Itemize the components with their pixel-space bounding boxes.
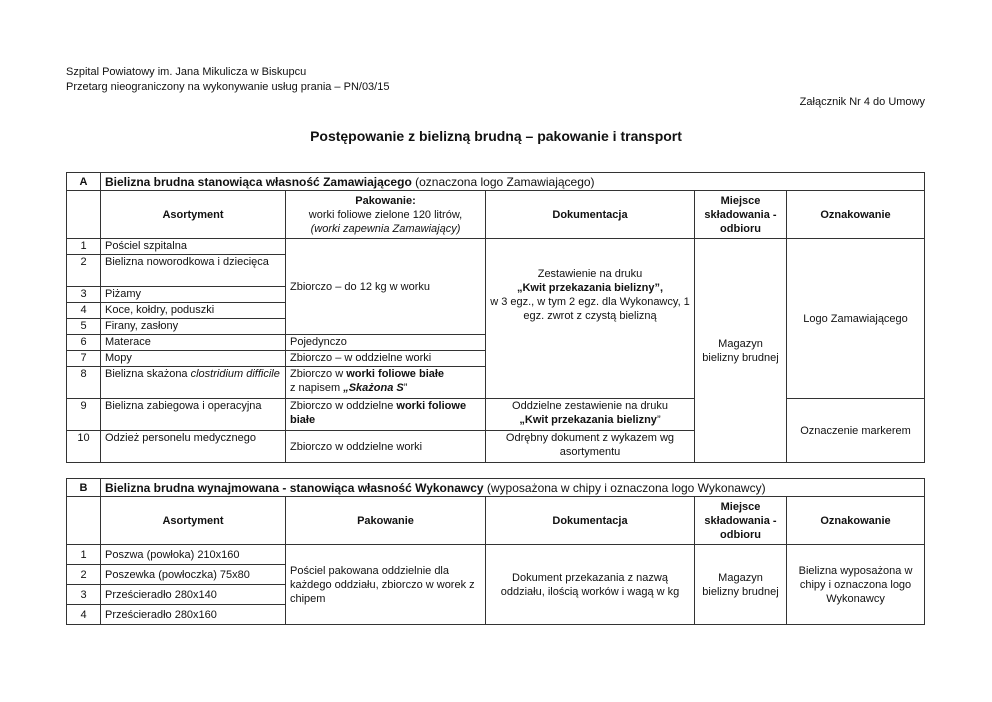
pak8-b: worki foliowe białe [346,368,445,380]
row-item: Bielizna noworodkowa i dziecięca [101,255,286,287]
row-number: 3 [67,585,101,605]
pakowanie-b: Pościel pakowana oddzielnie dla każdego oddziału, zbiorczo w worek z chipem [286,545,486,625]
row-number: 9 [67,399,101,431]
pak8-d: „Skażona S [343,382,404,394]
row-item [101,367,286,399]
header-dokumentacja: Dokumentacja [486,191,695,239]
tender-reference: Przetarg nieograniczony na wykonywanie usług prania – PN/03/15 [66,81,390,93]
dokumentacja-main [486,239,695,399]
miejsce-skladowania: Magazyn bielizny brudnej [695,239,787,463]
header-oznakowanie: Oznakowanie [787,191,925,239]
header-pakowanie-note: (worki zapewnia Zamawiający) [310,222,461,235]
header-asortyment: Asortyment [101,191,286,239]
row-number: 10 [67,431,101,463]
section-b-title-bold: Bielizna brudna wynajmowana - stanowiąca własność Wykonawcy [105,480,484,495]
pakowanie-row8 [286,367,486,399]
row-item: Materace [101,335,286,351]
pak8-c: z napisem [290,382,344,394]
row-number: 4 [67,605,101,625]
row-item-italic: clostridium difficile [190,368,280,380]
pak8-a: Zbiorczo w [290,368,347,380]
row-number: 8 [67,367,101,399]
dok-main-line2: „Kwit przekazania bielizny”, [516,282,664,294]
section-a-letter: A [67,173,101,191]
header-miejsce: Miejsce składowania - odbioru [695,191,787,239]
pakowanie-group: Zbiorczo – do 12 kg w worku [286,239,486,335]
section-b-letter: B [67,479,101,497]
section-a-title [101,173,925,191]
row-item: Piżamy [101,287,286,303]
row-item-plain: Bielizna skażona [105,368,191,380]
table-row [67,239,925,255]
row-number: 2 [67,255,101,287]
section-b-title [101,479,925,497]
document-header [66,65,389,95]
row-item: Poszwa (powłoka) 210x160 [101,545,286,565]
page-title: Postępowanie z bielizną brudną – pakowanie i transport [310,128,682,144]
header-asortyment: Asortyment [101,497,286,545]
dokumentacja-row9 [486,399,695,431]
header-number-cell [67,497,101,545]
row-number: 1 [67,239,101,255]
oznakowanie-marker: Oznaczenie markerem [787,399,925,463]
row-item: Prześcieradło 280x160 [101,605,286,625]
oznakowanie-logo: Logo Zamawiającego [787,239,925,399]
section-a-title-rest: (oznaczona logo Zamawiającego) [411,174,595,189]
section-a-table [66,172,925,463]
dokumentacja-b: Dokument przekazania z nazwą oddziału, ilością worków i wagą w kg [486,545,695,625]
table-row [67,399,925,431]
hospital-name: Szpital Powiatowy im. Jana Mikulicza w Biskupcu [66,66,307,78]
pakowanie-row10: Zbiorczo w oddzielne worki [286,431,486,463]
section-b-table [66,478,925,625]
header-number-cell [67,191,101,239]
dok9-line1: Oddzielne zestawienie na druku [512,400,668,412]
row-number: 5 [67,319,101,335]
header-pakowanie: Pakowanie [286,497,486,545]
row-item: Mopy [101,351,286,367]
row-number: 3 [67,287,101,303]
miejsce-b: Magazyn bielizny brudnej [695,545,787,625]
pakowanie-row6: Pojedynczo [286,335,486,351]
row-item: Pościel szpitalna [101,239,286,255]
pakowanie-row9 [286,399,486,431]
pak9-b: worki foliowe białe [290,400,467,426]
row-item: Prześcieradło 280x140 [101,585,286,605]
pak9-a: Zbiorczo w oddzielne [290,400,397,412]
row-number: 7 [67,351,101,367]
dok9-line2: „Kwit przekazania bielizny [519,414,657,426]
header-miejsce: Miejsce składowania - odbioru [695,497,787,545]
header-dokumentacja: Dokumentacja [486,497,695,545]
row-number: 1 [67,545,101,565]
row-item: Firany, zasłony [101,319,286,335]
header-pakowanie-bags: worki foliowe zielone 120 litrów, [308,208,463,221]
oznakowanie-b: Bielizna wyposażona w chipy i oznaczona logo Wykonawcy [787,545,925,625]
pak8-e: ” [403,382,408,394]
header-pakowanie [286,191,486,239]
header-oznakowanie: Oznakowanie [787,497,925,545]
row-item: Bielizna zabiegowa i operacyjna [101,399,286,431]
pakowanie-row7: Zbiorczo – w oddzielne worki [286,351,486,367]
dok9-line3: ” [656,414,661,426]
row-item: Poszewka (powłoczka) 75x80 [101,565,286,585]
row-number: 2 [67,565,101,585]
section-a-title-bold: Bielizna brudna stanowiąca własność Zamawiającego [105,174,412,189]
section-b-title-rest: (wyposażona w chipy i oznaczona logo Wykonawcy) [483,480,766,495]
table-row [67,545,925,565]
row-number: 6 [67,335,101,351]
dok-main-line3: w 3 egz., w tym 2 egz. dla Wykonawcy, 1 egz. zwrot z czystą bielizną [490,296,690,322]
row-item: Odzież personelu medycznego [101,431,286,463]
row-number: 4 [67,303,101,319]
header-pakowanie-label: Pakowanie: [355,194,416,207]
dokumentacja-row10: Odrębny dokument z wykazem wg asortymentu [486,431,695,463]
annex-label: Załącznik Nr 4 do Umowy [799,96,925,108]
row-item: Koce, kołdry, poduszki [101,303,286,319]
dok-main-line1: Zestawienie na druku [537,268,643,280]
